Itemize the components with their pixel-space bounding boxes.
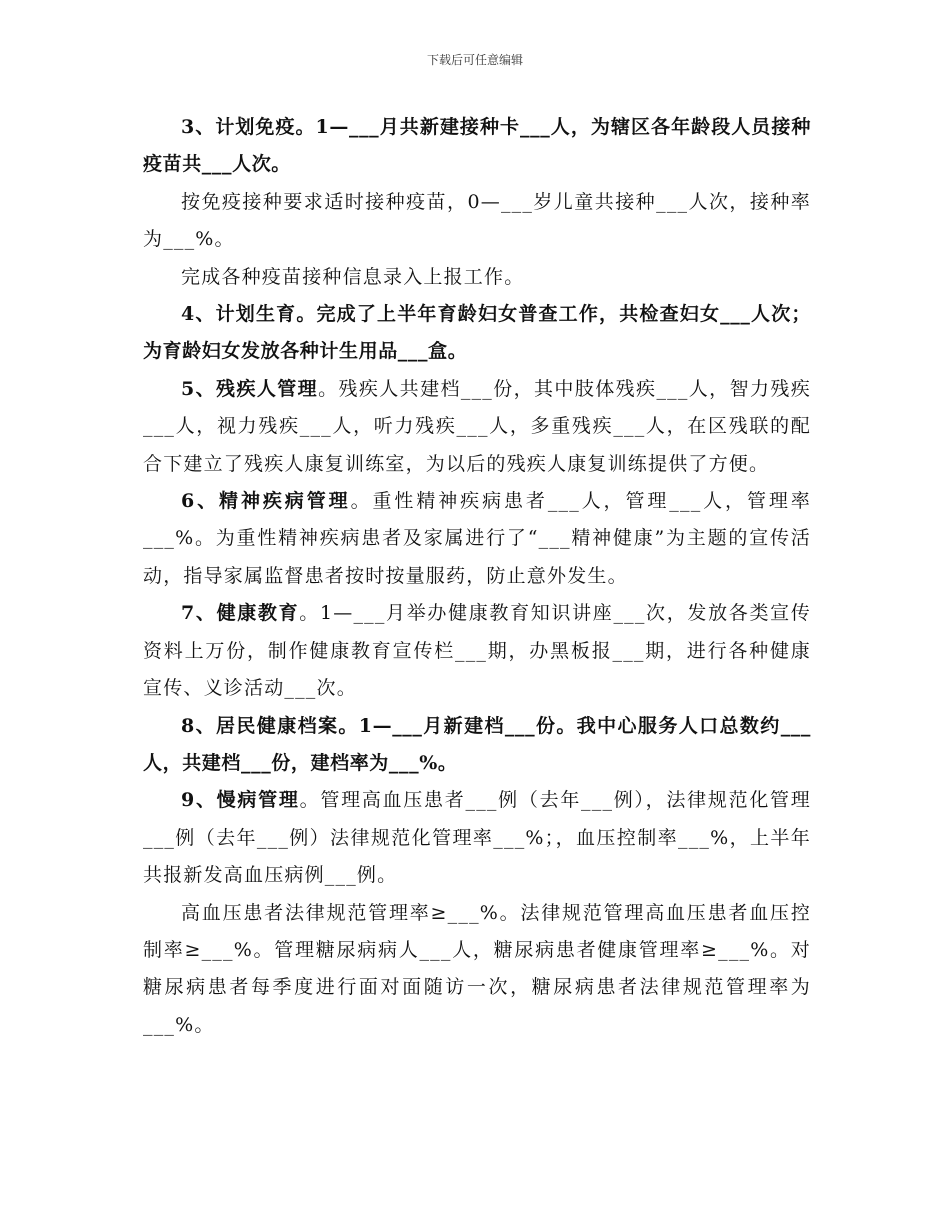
paragraph-health-records <box>143 708 811 783</box>
paragraph-heading: 6、精神疾病管理 <box>181 490 351 513</box>
paragraph-text: 。1—___月举办健康教育知识讲座___次，发放各类宣传资料上万份，制作健康教育宣传栏___期，办黑板报___期，进行各种健康宣传、义诊活动___次。 <box>143 602 812 700</box>
document-body <box>143 109 811 1044</box>
page-header: 下载后可任意编辑 <box>426 53 523 67</box>
paragraph-text: 。重性精神疾病患者___人，管理___人，管理率___%。为重性精神疾病患者及家属进行了“___精神健康”为主题的宣传活动，指导家属监督患者按时按量服药，防止意外发生。 <box>143 490 811 587</box>
paragraph-text: 3、计划免疫。1—___月共新建接种卡___人，为辖区各年龄段人员接种疫苗共___人次。 <box>143 116 811 176</box>
paragraph-family-planning <box>143 296 811 371</box>
paragraph-disability-management <box>143 371 811 483</box>
paragraph-chronic-disease <box>143 782 811 894</box>
paragraph-mental-health <box>143 483 811 595</box>
paragraph-text: 4、计划生育。完成了上半年育龄妇女普查工作，共检查妇女___人次；为育龄妇女发放各种计生用品___盒。 <box>143 303 811 363</box>
paragraph-vaccination-schedule <box>143 184 811 259</box>
paragraph-text: 高血压患者法律规范管理率≥___%。法律规范管理高血压患者血压控制率≥___%。管理糖尿病病人___人，糖尿病患者健康管理率≥___%。对糖尿病患者每季度进行面对面随访一次，糖尿病患者法律规范管理率为___%。 <box>143 901 811 1036</box>
paragraph-heading: 9、慢病管理 <box>181 789 300 812</box>
paragraph-text: 。管理高血压患者___例（去年___例），法律规范化管理___例（去年___例）法律规范化管理率___%；，血压控制率___%，上半年共报新发高血压病例___例。 <box>143 789 811 887</box>
paragraph-data-entry <box>143 259 811 296</box>
paragraph-text: 按免疫接种要求适时接种疫苗，0—___岁儿童共接种___人次，接种率为___%。 <box>143 190 811 251</box>
paragraph-hypertension-diabetes <box>143 895 811 1045</box>
paragraph-heading: 7、健康教育 <box>181 602 300 625</box>
paragraph-immunization <box>143 109 811 184</box>
paragraph-text: 8、居民健康档案。1—___月新建档___份。我中心服务人口总数约___人，共建档___份，建档率为___%。 <box>143 714 811 774</box>
paragraph-health-education <box>143 595 811 707</box>
paragraph-heading: 5、残疾人管理 <box>181 377 319 400</box>
paragraph-text: 完成各种疫苗接种信息录入上报工作。 <box>181 265 525 288</box>
paragraph-text: 。残疾人共建档___份，其中肢体残疾___人，智力残疾___人，视力残疾___人，听力残疾___人，多重残疾___人，在区残联的配合下建立了残疾人康复训练室，为以后的残疾人康复训练提供了方便。 <box>143 377 811 475</box>
